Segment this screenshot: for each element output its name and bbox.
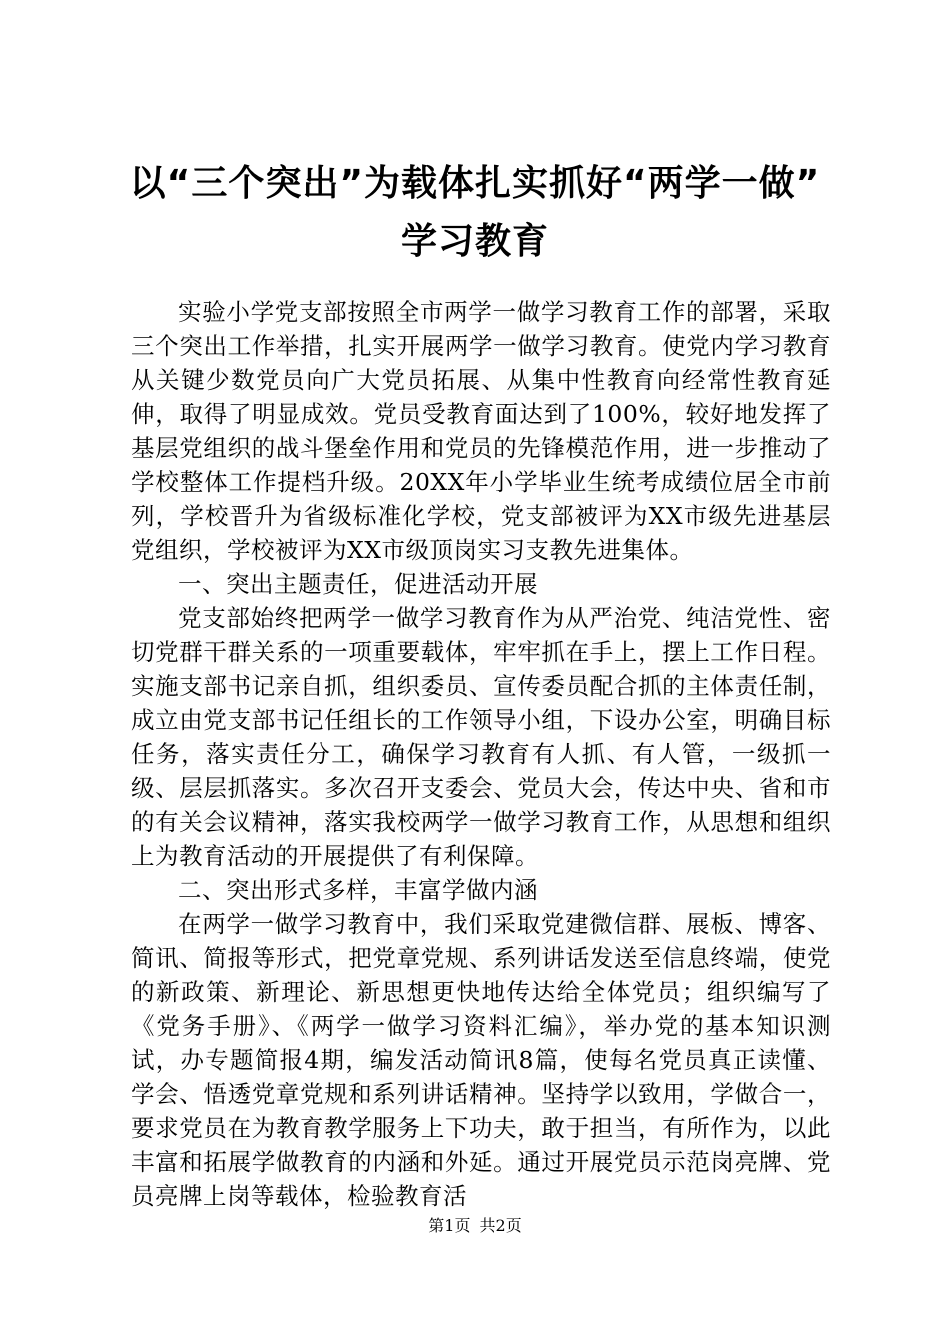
section-heading-1: 一、突出主题责任，促进活动开展 <box>178 570 538 598</box>
section-paragraph-1: 党支部始终把两学一做学习教育作为从严治党、纯洁党性、密切党群干群关系的一项重要载体，牢牢抓在手上，摆上工作日程。实施支部书记亲自抓，组织委员、宣传委员配合抓的主体责任制，成立由党支部书记任组长的工作领导小组，下设办公室，明确目标任务，落实责任分工，确保学习教育有人抓、有人管，一级抓一级、层层抓落实。多次召开支委会、党员大会，传达中央、省和市的有关会议精神，落实我校两学一做学习教育工作，从思想和组织上为教育活动的开展提供了有利保障。 <box>131 604 831 870</box>
page-footer <box>0 1216 950 1236</box>
document-body <box>131 295 831 1213</box>
document-title-line2: 学习教育 <box>400 221 549 262</box>
section-paragraph-2: 在两学一做学习教育中，我们采取党建微信群、展板、博客、简讯、简报等形式，把党章党规、系列讲话发送至信息终端，使党的新政策、新理论、新思想更快地传达给全体党员；组织编写了《党务手册》、《两学一做学习资料汇编》，举办党的基本知识测试，办专题简报4期，编发活动简讯8篇，使每名党员真正读懂、学会、悟透党章党规和系列讲话精神。坚持学以致用，学做合一，要求党员在为教育教学服务上下功夫，敢于担当，有所作为，以此丰富和拓展学做教育的内涵和外延。通过开展党员示范岗亮牌、党员亮牌上岗等载体，检验教育活 <box>131 910 831 1210</box>
page-number-total: 共2页 <box>479 1216 522 1235</box>
section-heading-2: 二、突出形式多样，丰富学做内涵 <box>178 876 538 904</box>
page-number-current: 第1页 <box>428 1216 471 1235</box>
document-title-line1: 以“三个突出”为载体扎实抓好“两学一做” <box>129 163 821 204</box>
intro-paragraph: 实验小学党支部按照全市两学一做学习教育工作的部署，采取三个突出工作举措，扎实开展两学一做学习教育。使党内学习教育从关键少数党员向广大党员拓展、从集中性教育向经常性教育延伸，取得了明显成效。党员受教育面达到了100%，较好地发挥了基层党组织的战斗堡垒作用和党员的先锋模范作用，进一步推动了学校整体工作提档升级。20XX年小学毕业生统考成绩位居全市前列，学校晋升为省级标准化学校，党支部被评为XX市级先进基层党组织，学校被评为XX市级顶岗实习支教先进集体。 <box>131 298 831 564</box>
